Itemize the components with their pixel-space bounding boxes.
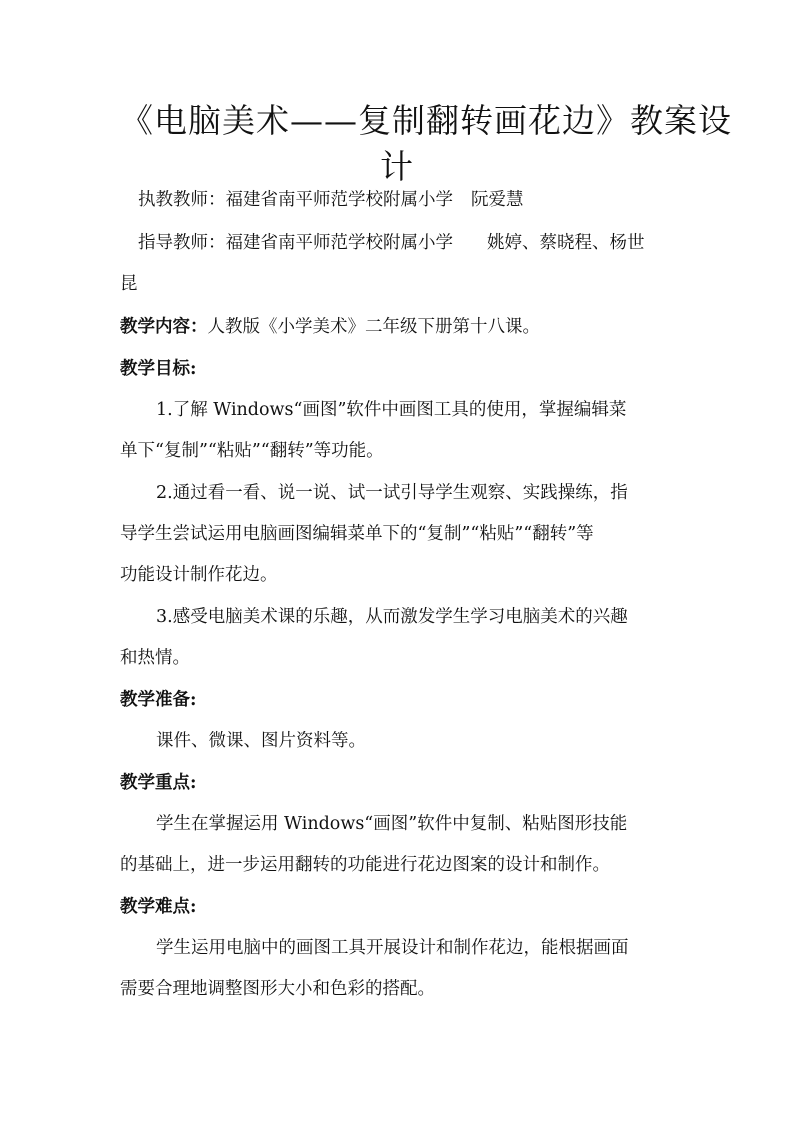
advisor-names-continued: 昆 — [120, 274, 138, 294]
objective-1-line-2: 单下“复制”“粘贴”“翻转”等功能。 — [120, 441, 384, 461]
key-points-heading: 教学重点: — [120, 773, 197, 793]
objective-3-line-1: 3.感受电脑美术课的乐趣，从而激发学生学习电脑美术的兴趣 — [156, 607, 628, 627]
advisor-line — [138, 231, 698, 255]
teacher-school: 福建省南平师范学校附属小学 — [225, 190, 453, 210]
content-text: 人教版《小学美术》二年级下册第十八课。 — [207, 317, 540, 337]
teacher-label: 执教教师： — [138, 190, 226, 210]
objectives-heading: 教学目标: — [120, 359, 197, 379]
teacher-name: 阮爱慧 — [471, 190, 524, 210]
teacher-line — [138, 188, 698, 212]
objective-3-line-2: 和热情。 — [120, 648, 190, 668]
difficulties-line-2: 需要合理地调整图形大小和色彩的搭配。 — [120, 979, 435, 999]
content-label: 教学内容： — [120, 317, 208, 337]
objective-2-line-2: 导学生尝试运用电脑画图编辑菜单下的“复制”“粘贴”“翻转”等 — [120, 524, 594, 544]
document-title-line-1: 《电脑美术——复制翻转画花边》教案设 — [120, 101, 732, 140]
key-points-line-1: 学生在掌握运用 Windows“画图”软件中复制、粘贴图形技能 — [156, 814, 628, 834]
preparation-heading: 教学准备: — [120, 690, 197, 710]
preparation-text: 课件、微课、图片资料等。 — [156, 731, 366, 751]
objective-1-line-1: 1.了解 Windows“画图”软件中画图工具的使用，掌握编辑菜 — [156, 400, 627, 420]
advisor-names: 姚婷、蔡晓程、杨世 — [487, 233, 645, 253]
advisor-school: 福建省南平师范学校附属小学 — [225, 233, 453, 253]
content-line — [120, 315, 680, 339]
difficulties-line-1: 学生运用电脑中的画图工具开展设计和制作花边，能根据画面 — [156, 938, 629, 958]
document-title-line-2: 计 — [380, 147, 414, 186]
advisor-label: 指导教师： — [138, 233, 226, 253]
key-points-line-2: 的基础上，进一步运用翻转的功能进行花边图案的设计和制作。 — [120, 855, 610, 875]
objective-2-line-3: 功能设计制作花边。 — [120, 565, 278, 585]
objective-2-line-1: 2.通过看一看、说一说、试一试引导学生观察、实践操练，指 — [156, 483, 628, 503]
difficulties-heading: 教学难点: — [120, 897, 197, 917]
